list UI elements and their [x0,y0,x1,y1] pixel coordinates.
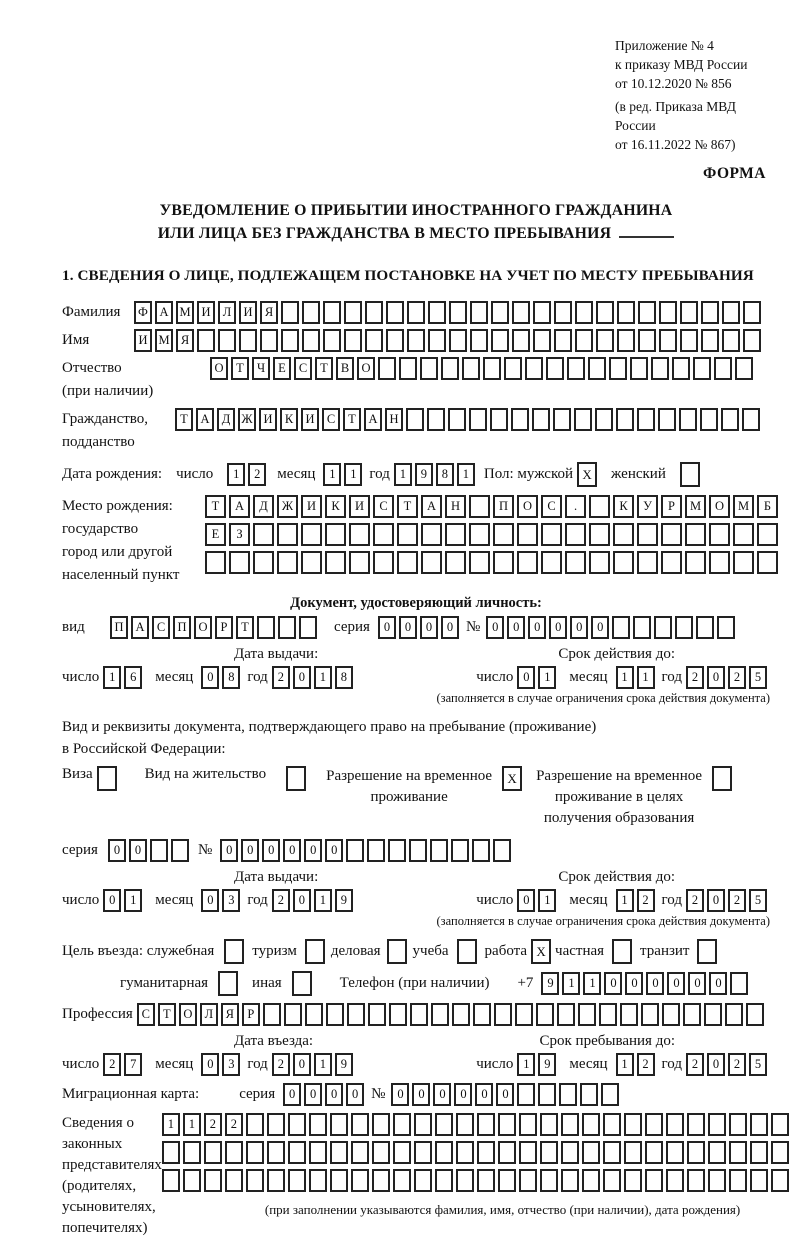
appendix-line: Приложение № 4 [615,38,714,53]
purpose-private-label: частная [555,943,605,959]
entry-day-input[interactable]: 2 7 [103,1053,145,1076]
section1-heading: 1. СВЕДЕНИЯ О ЛИЦЕ, ПОДЛЕЖАЩЕМ ПОСТАНОВКЕ НА УЧЕТ ПО МЕСТУ ПРЕБЫВАНИЯ [62,267,754,284]
mig-nomer-input[interactable]: 0 0 0 0 0 0 [391,1083,622,1106]
purpose-tourism-checkbox[interactable] [305,939,325,964]
year-label: год [247,669,268,685]
purpose-row2 [120,971,770,996]
birth-date-row [62,462,770,487]
day-label: число [62,1056,100,1072]
phone-input[interactable]: 9 1 1 0 0 0 0 0 0 [541,972,751,995]
day-label: число [176,466,214,482]
month-label: месяц [155,669,194,685]
birthplace-label: Место рождения: государство город или другой населенный пункт [62,498,180,583]
entry-date-label: Дата въезда: [234,1033,314,1049]
entry-month-input[interactable]: 0 3 [201,1053,243,1076]
issue-date-label: Дата выдачи: [234,646,319,662]
stay-month-input[interactable]: 1 2 [616,1053,658,1076]
seriya-label: серия [239,1086,276,1102]
nomer-label: № [371,1086,386,1102]
seriya-label: серия [62,842,98,858]
purpose-transit-checkbox[interactable] [697,939,717,964]
appendix-line: от 10.12.2020 № 856 [615,76,732,91]
form-title [62,199,770,245]
surname-input[interactable]: Ф А М И Л И Я [134,301,764,324]
residence-doc-paragraph: Вид и реквизиты документа, подтверждающего право на пребывание (проживание) в Российской Федерации: [62,719,597,757]
identity-doc-heading: Документ, удостоверяющий личность: [290,595,542,611]
purpose-official-label: Цель въезда: служебная [62,943,215,959]
purpose-tourism-label: туризм [252,943,297,959]
month-label: месяц [569,669,608,685]
profession-input[interactable]: С Т О Л Я Р [137,1003,767,1026]
temp-residence-label: Разрешение на временное проживание [326,768,493,805]
permit-issue-year-input[interactable]: 2 0 1 9 [272,889,356,912]
purpose-humanitarian-label: гуманитарная [120,975,209,991]
doc-date-headings [62,645,770,663]
purpose-official-checkbox[interactable] [224,939,244,964]
phone-prefix: +7 [517,975,534,991]
amendment-line: от 16.11.2022 № 867) [615,137,736,152]
visa-label: Виза [62,766,93,782]
permit-valid-year-input[interactable]: 2 0 2 5 [686,889,770,912]
representatives-input-line2[interactable] [162,1141,792,1164]
patronymic-row [62,357,770,403]
representatives-input-line3[interactable] [162,1169,792,1192]
doc-issue-month-input[interactable]: 0 8 [201,666,243,689]
doc-issue-year-input[interactable]: 2 0 1 8 [272,666,356,689]
year-label: год [661,892,682,908]
validity-note: (заполняется в случае ограничения срока действия документа) [436,691,770,705]
entry-dates-row [62,1053,770,1076]
form-title-line1: УВЕДОМЛЕНИЕ О ПРИБЫТИИ ИНОСТРАННОГО ГРАЖДАНИНА [159,202,673,219]
permit-row [62,839,770,862]
doc-valid-day-input[interactable]: 0 1 [517,666,559,689]
birthplace-input-line2[interactable]: Е З [205,523,781,546]
entry-year-input[interactable]: 2 0 1 9 [272,1053,356,1076]
day-label: число [476,892,514,908]
phone-label: Телефон (при наличии) [339,975,490,991]
male-checkbox[interactable]: X [577,462,597,487]
purpose-business-label: деловая [330,943,381,959]
validity-note: (заполняется в случае ограничения срока действия документа) [436,914,770,928]
nomer-label: № [197,842,213,858]
sex-male-label: Пол: мужской [483,466,574,482]
purpose-private-checkbox[interactable] [612,939,632,964]
doc-type-label: вид [62,619,85,635]
purpose-other-checkbox[interactable] [292,971,312,996]
mig-seriya-input[interactable]: 0 0 0 0 [283,1083,367,1106]
day-label: число [62,669,100,685]
year-label: год [661,669,682,685]
name-label: Имя [62,332,90,348]
year-label: год [661,1056,682,1072]
birth-date-label: Дата рождения: [62,466,163,482]
legal-representatives-label: Сведения о законных представителях (родителях, усыновителях, попечителях) [62,1115,162,1236]
name-input[interactable]: И М Я [134,329,764,352]
year-label: год [369,466,390,482]
birth-day-input[interactable]: 1 2 [227,463,269,486]
stay-year-input[interactable]: 2 0 2 5 [686,1053,770,1076]
month-label: месяц [569,1056,608,1072]
purpose-row [62,939,770,964]
permit-issue-day-input[interactable]: 0 1 [103,889,145,912]
appendix-note [615,36,770,154]
permit-dates-row [62,889,770,912]
purpose-study-label: учеба [412,943,449,959]
purpose-humanitarian-checkbox[interactable] [218,971,238,996]
migration-card-row [62,1083,770,1106]
birthplace-input-line3[interactable] [205,551,781,574]
temp-residence-checkbox[interactable]: X [502,766,522,791]
doc-nomer-input[interactable]: 0 0 0 0 0 0 [486,616,738,639]
valid-until-label: Срок действия до: [558,646,675,662]
month-label: месяц [155,892,194,908]
representatives-note: (при заполнении указываются фамилия, имя, отчество (при наличии), дата рождения) [264,1202,741,1217]
form-title-line2: ИЛИ ЛИЦА БЕЗ ГРАЖДАНСТВА В МЕСТО ПРЕБЫВАНИЯ [62,222,770,245]
month-label: месяц [277,466,316,482]
purpose-other-label: иная [252,975,282,991]
stay-until-label: Срок пребывания до: [539,1033,675,1049]
permit-valid-month-input[interactable]: 1 2 [616,889,658,912]
surname-row [62,301,770,324]
day-label: число [62,892,100,908]
purpose-work-label: работа [484,943,528,959]
birth-year-input[interactable]: 1 9 8 1 [394,463,478,486]
sex-female-label: женский [611,466,666,482]
seriya-label: серия [334,619,370,635]
valid-until-label: Срок действия до: [558,869,675,885]
name-row [62,329,770,352]
appendix-line: к приказу МВД России [615,57,748,72]
patronymic-label: Отчество (при наличии) [62,357,210,403]
doc-seriya-input[interactable]: 0 0 0 0 [378,616,462,639]
migration-card-label: Миграционная карта: [62,1086,200,1102]
residence-permit-checkbox[interactable] [286,766,306,791]
day-label: число [476,1056,514,1072]
purpose-transit-label: транзит [640,943,690,959]
issue-date-label: Дата выдачи: [234,869,319,885]
birthplace-input-line1[interactable]: Т А Д Ж И К И С Т А Н П О С . К У Р М О М Б [205,495,781,518]
nomer-label: № [465,619,481,635]
purpose-work-checkbox[interactable]: X [531,939,551,964]
citizenship-label: Гражданство, подданство [62,411,149,450]
identity-doc-row [62,616,770,639]
profession-label: Профессия [62,1006,133,1022]
purpose-business-checkbox[interactable] [387,939,407,964]
birth-month-input[interactable]: 1 1 [323,463,365,486]
patronymic-input[interactable]: О Т Ч Е С Т В О [210,357,756,380]
form-label: ФОРМА [702,165,766,182]
permit-date-headings [62,868,770,886]
doc-valid-year-input[interactable]: 2 0 2 5 [686,666,770,689]
day-label: число [476,669,514,685]
residence-doc-options [62,766,770,829]
month-label: месяц [569,892,608,908]
doc-issue-day-input[interactable]: 1 6 [103,666,145,689]
permit-nomer-input[interactable]: 0 0 0 0 0 0 [220,839,514,862]
permit-issue-month-input[interactable]: 0 3 [201,889,243,912]
birthplace-row [62,495,770,587]
female-checkbox[interactable] [680,462,700,487]
stay-day-input[interactable]: 1 9 [517,1053,559,1076]
patronymic-note: (при наличии) [62,383,154,399]
year-label: год [247,892,268,908]
temp-residence-edu-label: Разрешение на временное проживание в целях получения образования [536,768,703,826]
doc-type-input[interactable]: П А С П О Р Т [110,616,320,639]
residence-permit-label: Вид на жительство [144,766,267,782]
profession-row [62,1003,770,1026]
temp-residence-edu-checkbox[interactable] [712,766,732,791]
visa-checkbox[interactable] [97,766,117,791]
doc-valid-month-input[interactable]: 1 1 [616,666,658,689]
month-label: месяц [155,1056,194,1072]
surname-label: Фамилия [62,304,121,320]
purpose-study-checkbox[interactable] [457,939,477,964]
blank-line [619,236,674,238]
amendment-line: (в ред. Приказа МВД России [615,99,736,133]
permit-seriya-input[interactable]: 0 0 [108,839,192,862]
year-label: год [247,1056,268,1072]
citizenship-input[interactable]: Т А Д Ж И К И С Т А Н [175,408,763,431]
representatives-input-line1[interactable]: 1 1 2 2 [162,1113,792,1136]
entry-date-headings [62,1032,770,1050]
permit-valid-day-input[interactable]: 0 1 [517,889,559,912]
citizenship-row [62,408,770,454]
doc-dates-row [62,666,770,689]
legal-representatives-row [62,1113,770,1239]
